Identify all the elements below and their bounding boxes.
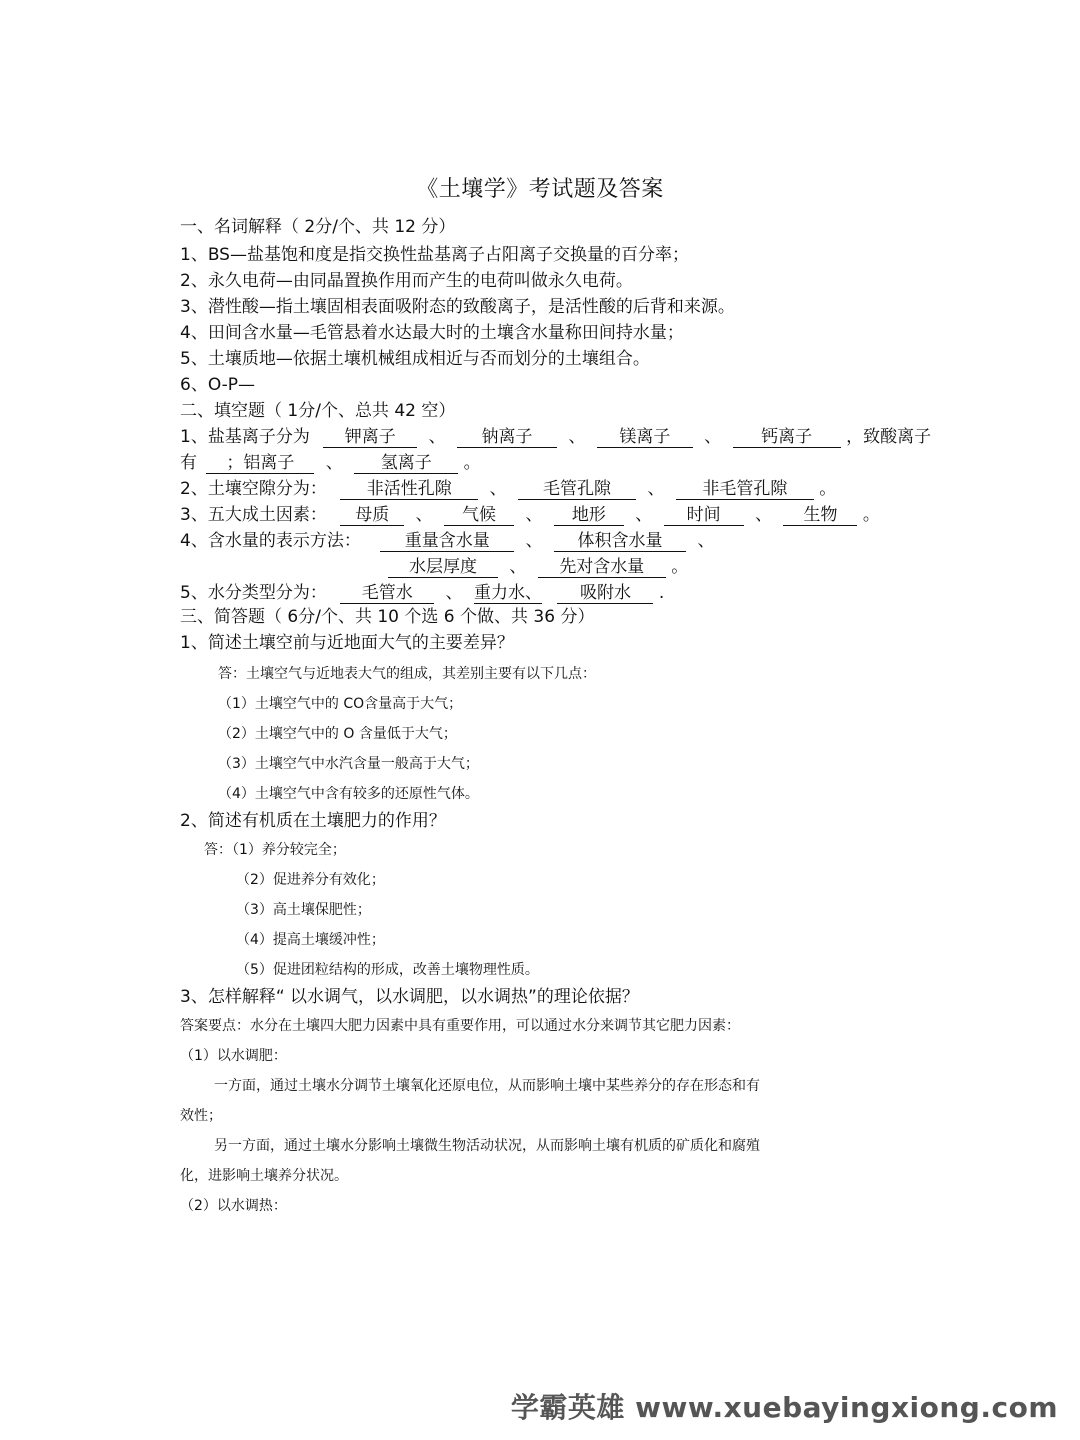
- answer-point: （2）土壤空气中的 O 含量低于大气；: [218, 726, 457, 742]
- answer-point: （5）促进团粒结构的形成，改善土壤物理性质。: [236, 962, 539, 978]
- answer-blank: 氢离子: [354, 453, 458, 474]
- answer-intro: 答案要点：水分在土壤四大肥力因素中具有重要作用，可以通过水分来调节其它肥力因素：: [180, 1018, 740, 1034]
- fill-question-3: [180, 504, 880, 526]
- separator: 、: [635, 505, 653, 525]
- definition-item: 5、土壤质地—依据土壤机械组成相近与否而划分的土壤组合。: [180, 349, 650, 369]
- answer-blank: 钾离子: [323, 427, 417, 448]
- separator: 、: [325, 453, 343, 473]
- question-prefix: 3、五大成土因素：: [180, 505, 327, 525]
- question-end: 。: [671, 557, 689, 577]
- answer-blank: 母质: [340, 505, 404, 526]
- separator: 、: [697, 531, 715, 551]
- definition-item: 4、田间含水量—毛管悬着水达最大时的土壤含水量称田间持水量；: [180, 323, 684, 343]
- answer-point: （4）提高土壤缓冲性；: [236, 932, 385, 948]
- answer-blank: 毛管水: [340, 583, 434, 604]
- question-end: 。: [463, 453, 481, 473]
- definition-item: 1、BS—盐基饱和度是指交换性盐基离子占阳离子交换量的百分率；: [180, 245, 689, 265]
- answer-paragraph: 化，进影响土壤养分状况。: [180, 1168, 348, 1184]
- answer-blank: 镁离子: [597, 427, 693, 448]
- question-prefix: 有: [180, 453, 197, 473]
- question-prefix: 4、含水量的表示方法：: [180, 531, 361, 551]
- answer-subheading: （2）以水调热：: [180, 1198, 287, 1214]
- question-end: .: [658, 583, 665, 603]
- answer-blank: 重力水、: [474, 583, 543, 603]
- answer-blank: 地形: [554, 505, 624, 526]
- answer-blank: 生物: [783, 505, 857, 526]
- page-title: 《土壤学》考试题及答案: [416, 177, 664, 202]
- answer-point: （2）促进养分有效化；: [236, 872, 385, 888]
- question-prefix: 2、土壤空隙分为：: [180, 479, 327, 499]
- separator: 、: [489, 479, 507, 499]
- section3-heading: 三、简答题（ 6分/个、共 10 个选 6 个做、共 36 分）: [180, 607, 595, 627]
- question-prefix: 5、水分类型分为：: [180, 583, 327, 603]
- answer-subheading: （1）以水调肥：: [180, 1048, 287, 1064]
- fill-question-2: [180, 478, 836, 500]
- question-end: 。: [819, 479, 837, 499]
- separator: 、: [525, 531, 543, 551]
- answer-blank: 气候: [444, 505, 514, 526]
- short-question-3: 3、怎样解释“ 以水调气，以水调肥，以水调热”的理论依据？: [180, 987, 639, 1007]
- separator: 、: [755, 505, 773, 525]
- answer-blank: 吸附水: [557, 583, 653, 604]
- separator: 、: [445, 583, 463, 603]
- answer-point: （1）土壤空气中的 CO含量高于大气；: [218, 696, 463, 712]
- answer-blank: 时间: [664, 505, 744, 526]
- answer-point: （4）土壤空气中含有较多的还原性气体。: [218, 786, 479, 802]
- fill-question-1: [180, 426, 931, 448]
- definition-item: 6、O-P—: [180, 375, 256, 395]
- fill-question-4: [180, 530, 714, 552]
- answer-paragraph: 效性；: [180, 1108, 222, 1124]
- fill-question-5: [180, 582, 664, 604]
- answer-point: （3）土壤空气中水汽含量一般高于大气；: [218, 756, 479, 772]
- answer-blank: 水层厚度: [388, 557, 498, 578]
- answer-blank: 毛管孔隙: [518, 479, 636, 500]
- answer-paragraph: 一方面，通过土壤水分调节土壤氧化还原电位，从而影响土壤中某些养分的存在形态和有: [214, 1078, 760, 1094]
- question-end: 。: [862, 505, 880, 525]
- answer-blank: 体积含水量: [554, 531, 686, 552]
- site-watermark: 学霸英雄 www.xuebayingxiong.com: [510, 1391, 1058, 1424]
- fill-question-1-cont: [180, 452, 481, 474]
- answer-blank: 钙离子: [733, 427, 841, 448]
- short-question-2: 2、简述有机质在土壤肥力的作用？: [180, 811, 446, 831]
- separator: 、: [704, 427, 722, 447]
- answer-intro: 答：土壤空气与近地表大气的组成，其差别主要有以下几点：: [218, 666, 596, 682]
- short-question-1: 1、简述土壤空前与近地面大气的主要差异？: [180, 633, 514, 653]
- answer-paragraph: 另一方面，通过土壤水分影响土壤微生物活动状况，从而影响土壤有机质的矿质化和腐殖: [214, 1138, 760, 1154]
- separator: 、: [428, 427, 446, 447]
- answer-blank: 重量含水量: [380, 531, 514, 552]
- answer-blank: ；铝离子: [206, 453, 314, 474]
- question-prefix: 1、盐基离子分为: [180, 427, 310, 447]
- section2-heading: 二、填空题（ 1分/个、总共 42 空）: [180, 401, 456, 421]
- definition-item: 3、潜性酸—指土壤固相表面吸附态的致酸离子，是活性酸的后背和来源。: [180, 297, 735, 317]
- answer-point: （3）高土壤保肥性；: [236, 902, 371, 918]
- answer-blank: 非活性孔隙: [340, 479, 478, 500]
- section1-heading: 一、名词解释（ 2分/个、共 12 分）: [180, 217, 456, 237]
- separator: 、: [568, 427, 586, 447]
- definition-item: 2、永久电荷—由同晶置换作用而产生的电荷叫做永久电荷。: [180, 271, 633, 291]
- answer-blank: 先对含水量: [538, 557, 666, 578]
- separator: 、: [415, 505, 433, 525]
- answer-blank: 钠离子: [457, 427, 557, 448]
- separator: 、: [525, 505, 543, 525]
- answer-point: 答：（1）养分较完全；: [204, 842, 346, 858]
- fill-question-4-cont: [388, 556, 688, 578]
- separator: 、: [647, 479, 665, 499]
- question-mid: ，致酸离子: [846, 427, 932, 447]
- separator: 、: [509, 557, 527, 577]
- answer-blank: 非毛管孔隙: [676, 479, 814, 500]
